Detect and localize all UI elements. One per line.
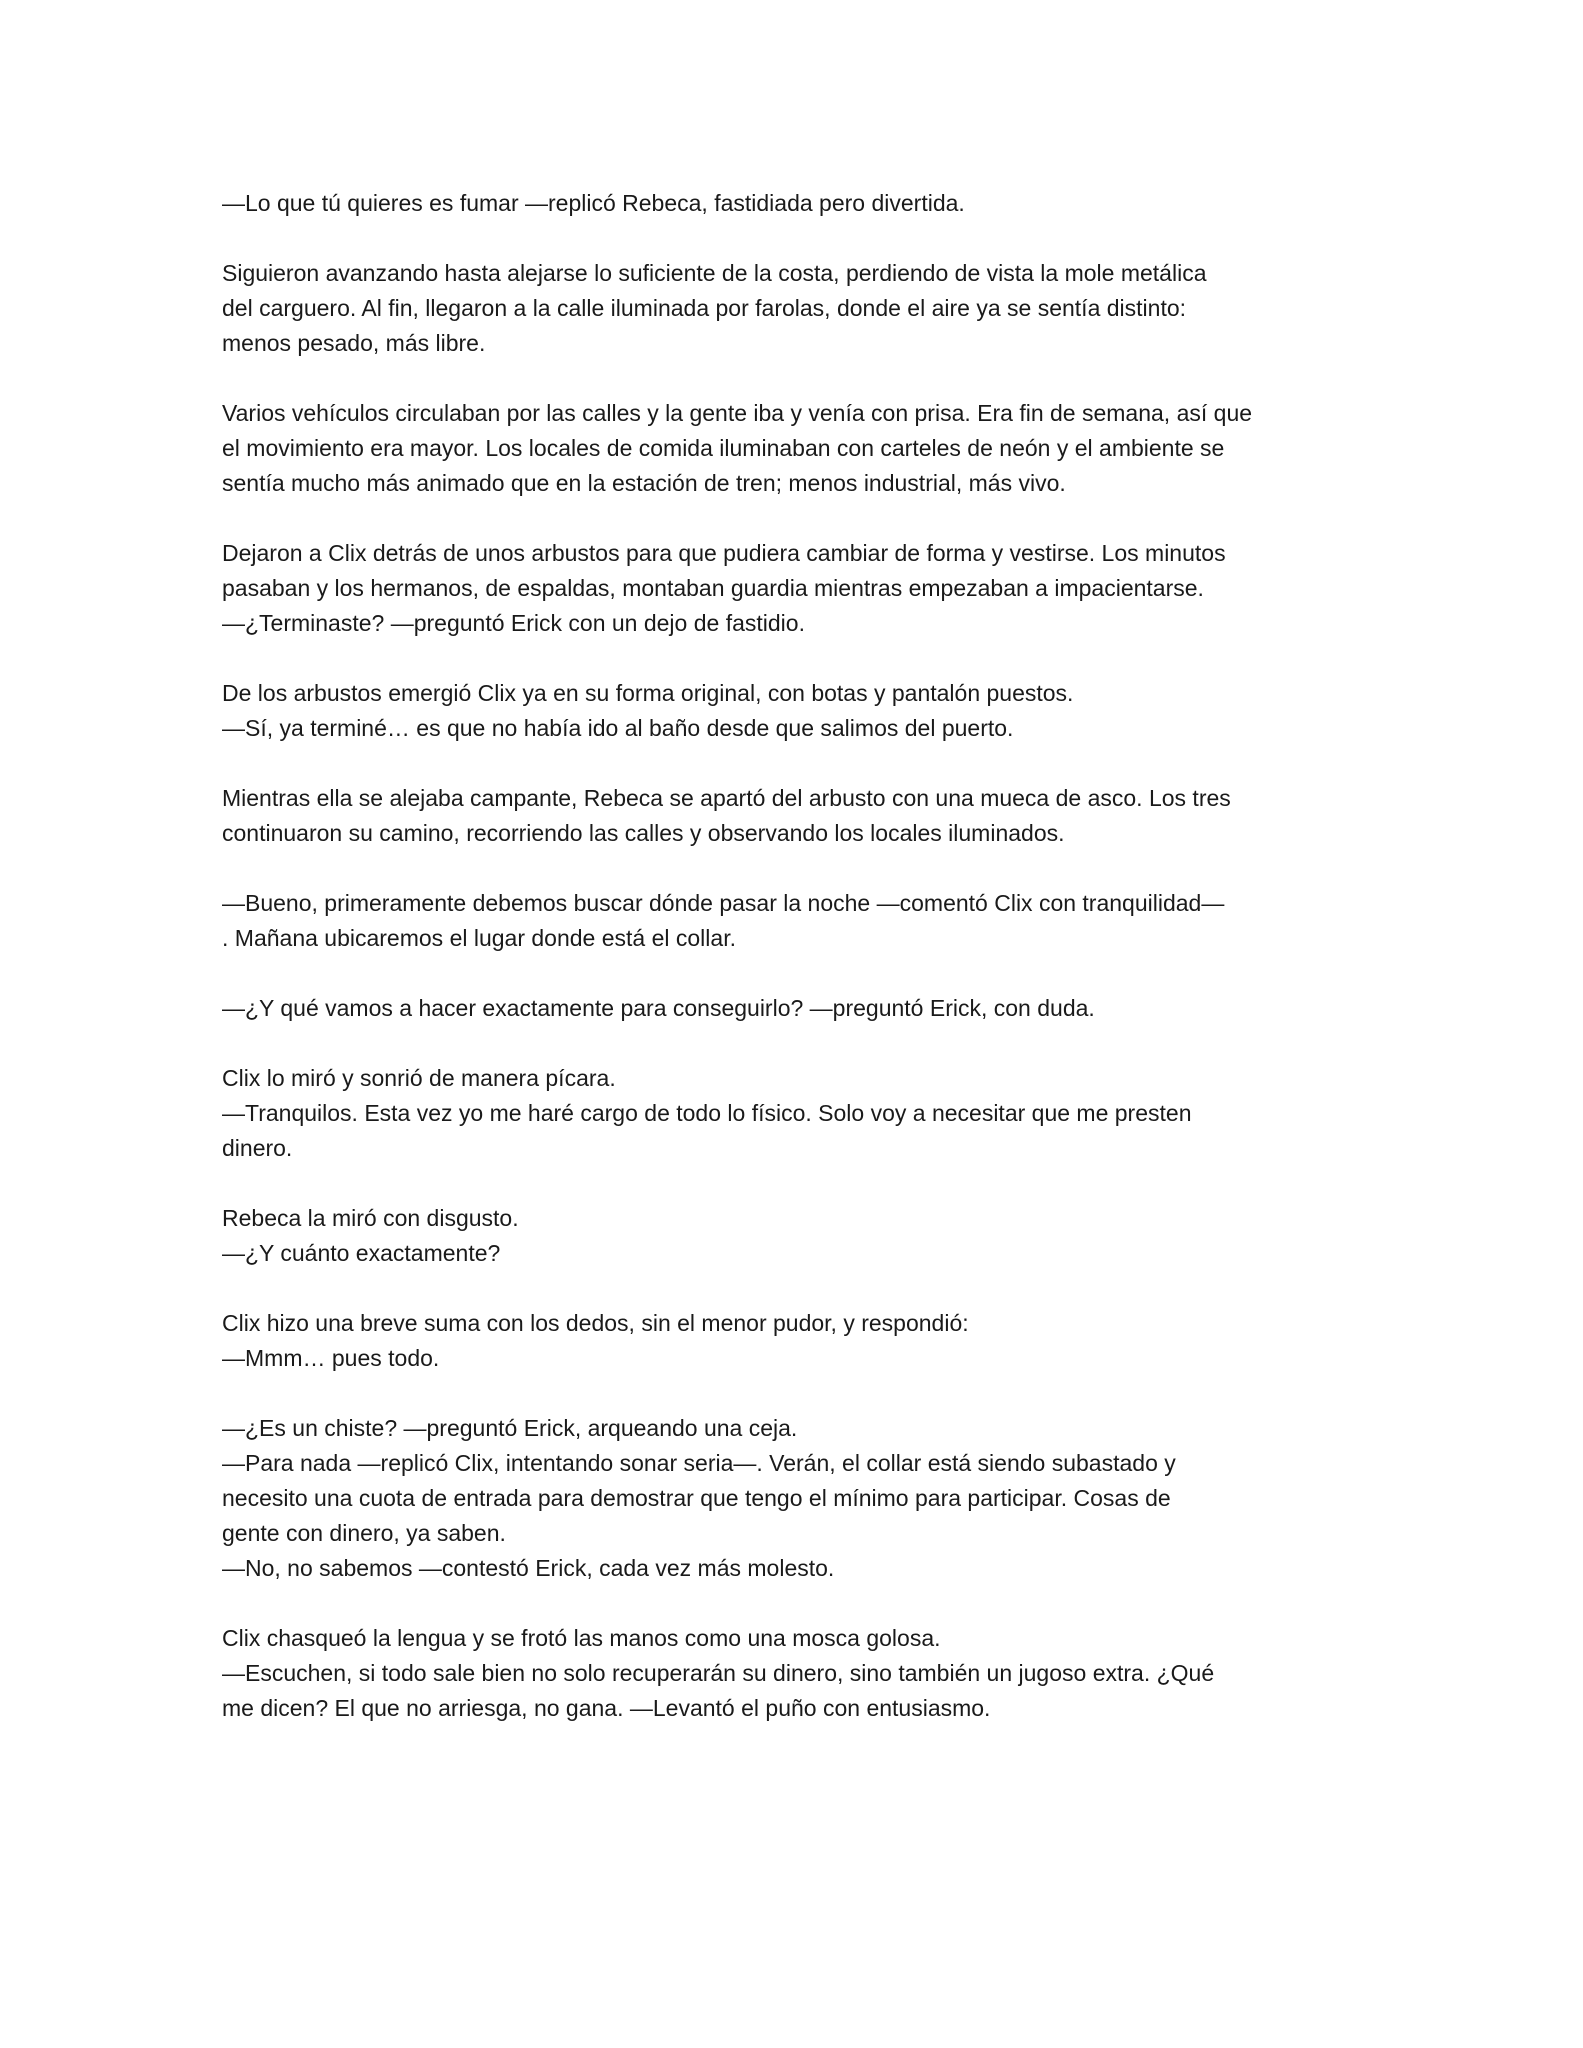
paragraph (222, 1621, 1362, 1726)
paragraph (222, 1306, 1362, 1376)
text-line: Clix hizo una breve suma con los dedos, sin el menor pudor, y respondió: (222, 1310, 969, 1336)
text-line: —Tranquilos. Esta vez yo me haré cargo de todo lo físico. Solo voy a necesitar que me presten (222, 1100, 1192, 1126)
text-line: Varios vehículos circulaban por las calles y la gente iba y venía con prisa. Era fin de semana, así que (222, 400, 1253, 426)
text-line: —¿Es un chiste? —preguntó Erick, arqueando una ceja. (222, 1415, 798, 1441)
text-line: el movimiento era mayor. Los locales de comida iluminaban con carteles de neón y el ambiente se (222, 435, 1225, 461)
text-line: —No, no sabemos —contestó Erick, cada vez más molesto. (222, 1555, 835, 1581)
text-line: Mientras ella se alejaba campante, Rebeca se apartó del arbusto con una mueca de asco. Los tres (222, 785, 1231, 811)
paragraph (222, 1411, 1362, 1586)
text-line: Rebeca la miró con disgusto. (222, 1205, 519, 1231)
text-line: menos pesado, más libre. (222, 330, 486, 356)
paragraph (222, 676, 1362, 746)
paragraph (222, 186, 1362, 221)
text-line: De los arbustos emergió Clix ya en su forma original, con botas y pantalón puestos. (222, 680, 1074, 706)
text-line: me dicen? El que no arriesga, no gana. —Levantó el puño con entusiasmo. (222, 1695, 991, 1721)
paragraph (222, 256, 1362, 361)
text-line: sentía mucho más animado que en la estación de tren; menos industrial, más vivo. (222, 470, 1066, 496)
text-line: pasaban y los hermanos, de espaldas, montaban guardia mientras empezaban a impacientarse. (222, 575, 1204, 601)
paragraph (222, 396, 1362, 501)
text-line: continuaron su camino, recorriendo las calles y observando los locales iluminados. (222, 820, 1065, 846)
text-line: Siguieron avanzando hasta alejarse lo suficiente de la costa, perdiendo de vista la mole metálica (222, 260, 1207, 286)
text-line: —Sí, ya terminé… es que no había ido al baño desde que salimos del puerto. (222, 715, 1014, 741)
paragraph (222, 781, 1362, 851)
text-line: del carguero. Al fin, llegaron a la calle iluminada por farolas, donde el aire ya se sentía distinto: (222, 295, 1187, 321)
paragraph (222, 886, 1362, 956)
text-line: Clix lo miró y sonrió de manera pícara. (222, 1065, 616, 1091)
document-body (222, 186, 1362, 1726)
paragraph (222, 1061, 1362, 1166)
paragraph (222, 991, 1362, 1026)
text-line: —¿Y cuánto exactamente? (222, 1240, 501, 1266)
paragraph (222, 536, 1362, 641)
text-line: necesito una cuota de entrada para demostrar que tengo el mínimo para participar. Cosas de (222, 1485, 1171, 1511)
paragraph (222, 1201, 1362, 1271)
text-line: —Lo que tú quieres es fumar —replicó Rebeca, fastidiada pero divertida. (222, 190, 965, 216)
text-line: . Mañana ubicaremos el lugar donde está el collar. (222, 925, 736, 951)
text-line: —Mmm… pues todo. (222, 1345, 440, 1371)
text-line: —Para nada —replicó Clix, intentando sonar seria—. Verán, el collar está siendo subastado y (222, 1450, 1176, 1476)
text-line: gente con dinero, ya saben. (222, 1520, 506, 1546)
text-line: —Escuchen, si todo sale bien no solo recuperarán su dinero, sino también un jugoso extra. ¿Qué (222, 1660, 1215, 1686)
text-line: —¿Terminaste? —preguntó Erick con un dejo de fastidio. (222, 610, 805, 636)
text-line: —Bueno, primeramente debemos buscar dónde pasar la noche —comentó Clix con tranquilidad— (222, 890, 1225, 916)
text-line: —¿Y qué vamos a hacer exactamente para conseguirlo? —preguntó Erick, con duda. (222, 995, 1095, 1021)
text-line: Dejaron a Clix detrás de unos arbustos para que pudiera cambiar de forma y vestirse. Los minutos (222, 540, 1226, 566)
text-line: dinero. (222, 1135, 293, 1161)
text-line: Clix chasqueó la lengua y se frotó las manos como una mosca golosa. (222, 1625, 941, 1651)
